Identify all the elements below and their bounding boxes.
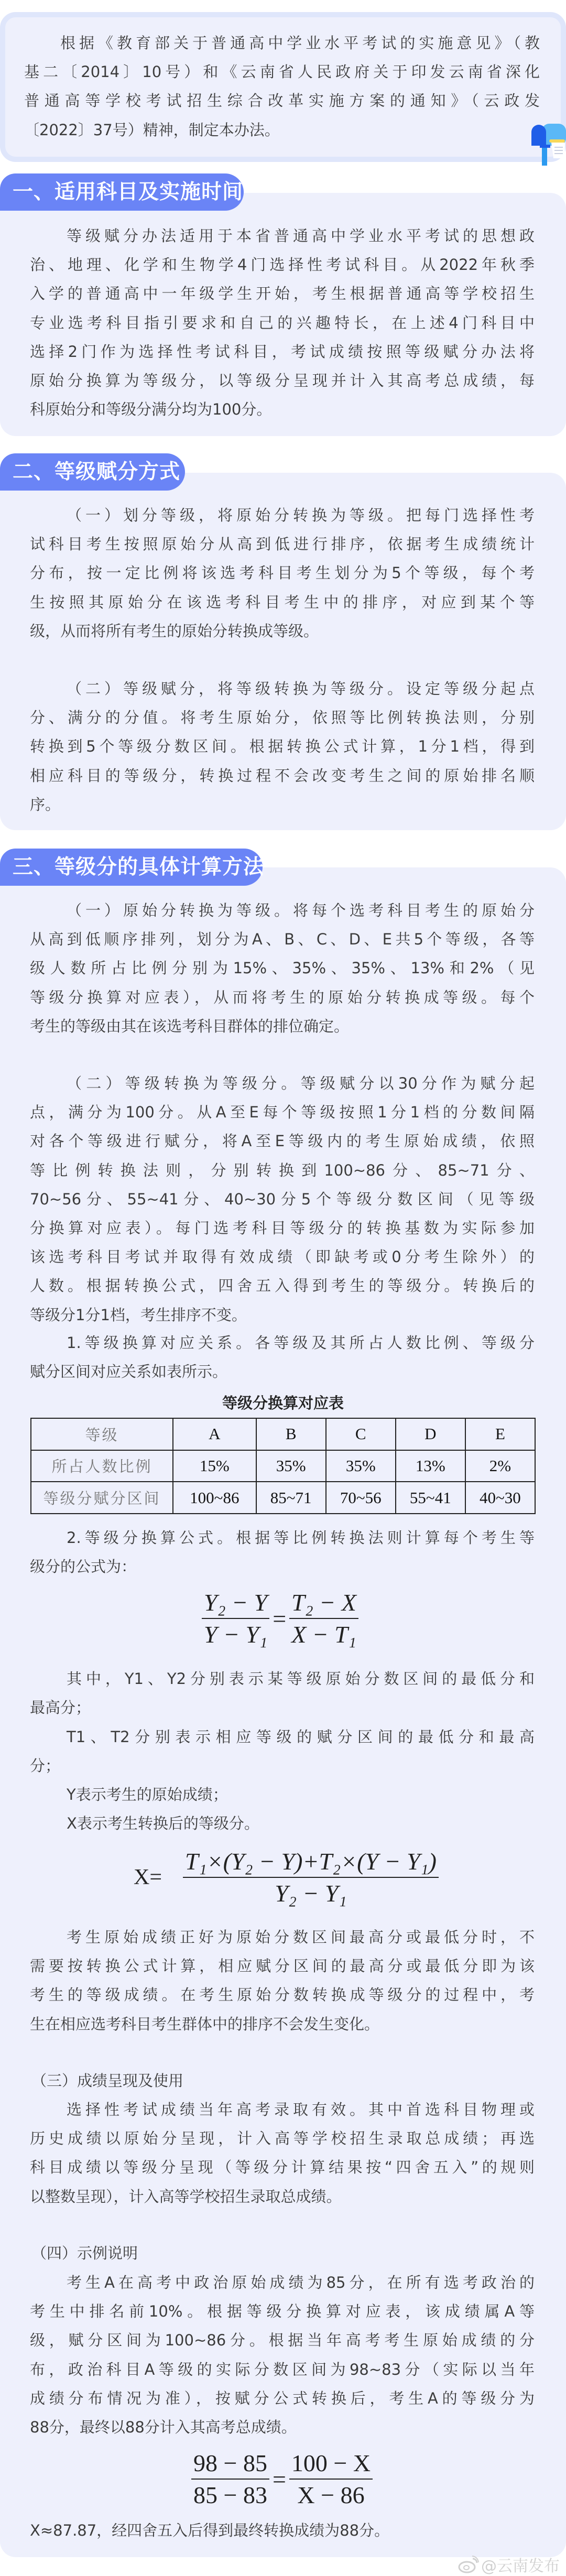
table-cell: 100~86	[173, 1482, 256, 1514]
table-cell: 40~30	[465, 1482, 535, 1514]
text-line: 其中，Y1、Y2分别表示某等级原始分数区间的最低分和	[67, 1670, 535, 1688]
text-line: X表示考生转换后的等级分。	[67, 1814, 259, 1832]
numerator: T₂ − X	[289, 1588, 358, 1619]
text-line: （一）原始分转换为等级。将每个选考科目考生的原始分	[67, 901, 535, 919]
text-line: 分；	[30, 1757, 61, 1775]
text-line: 级分的公式为：	[30, 1558, 137, 1576]
formula-ratio	[202, 1588, 358, 1649]
table-cell: 35%	[256, 1450, 326, 1482]
table-cell: 85~71	[256, 1482, 326, 1514]
text-line: 分换算对应表）。每门选考科目等级分的转换基数为实际参加	[30, 1219, 535, 1237]
row-header: 等级分赋分区间	[31, 1482, 173, 1514]
weibo-icon	[458, 2556, 479, 2573]
text-line: （一）划分等级，将原始分转换为等级。把每门选择性考	[67, 506, 535, 524]
text-line: 生按照其原始分在该选考科目考生中的排序，对应到某个等	[30, 593, 535, 611]
text-line: 成绩分布情况为准），按赋分公式转换后，考生A的等级分为	[30, 2389, 535, 2407]
section-3-paragraph-7	[30, 1780, 535, 1809]
text-line: 88分，最终以88分计入其高考总成绩。	[30, 2418, 297, 2436]
fraction-left	[202, 1588, 269, 1649]
denominator: Y − Y₁	[204, 1621, 268, 1648]
denominator: X − T₁	[291, 1621, 356, 1648]
numerator: 100 − X	[289, 2449, 373, 2480]
table-cell: 15%	[173, 1450, 256, 1482]
text-line: 考生中排名前10%。根据等级分换算对应表，该成绩属A等	[30, 2302, 535, 2321]
text-line: 赋分区间对应关系如表所示。	[30, 1363, 228, 1381]
watermark-text: @云南发布	[481, 2557, 560, 2575]
fraction-right	[289, 2449, 373, 2509]
text-line: 布，政治科目A等级的实际分数区间为98~83分（实际以当年	[30, 2360, 535, 2378]
text-line: 生在相应选考科目考生群体中的排序不会发生变化。	[30, 2015, 380, 2033]
text-line: 普通高等学校考试招生综合改革实施方案的通知》（云政发	[24, 92, 540, 110]
text-line: 对各个等级进行赋分，将A至E等级内的考生原始成绩，依照	[30, 1132, 535, 1150]
numerator: Y₂ − Y	[202, 1588, 269, 1619]
table-cell: A	[173, 1418, 256, 1450]
text-line: 考生A在高考中政治原始成绩为85分，在所有选考政治的	[67, 2274, 535, 2291]
text-line: 需要按转换公式计算，相应赋分区间的最高分或最低分即为该	[30, 1957, 535, 1975]
section-3-paragraph-6	[30, 1723, 535, 1780]
text-line: 等级分1分1档，考生排序不变。	[30, 1306, 247, 1324]
text-line: 分布，按一定比例将该选考科目考生划分为5个等级，每个考	[30, 564, 535, 582]
grade-conversion-table	[30, 1418, 536, 1514]
subheading-score-usage	[31, 2067, 536, 2095]
text-line: 2.等级分换算公式。根据等比例转换法则计算每个考生等	[67, 1529, 535, 1547]
text-line: Y表示考生的原始成绩；	[67, 1786, 228, 1803]
fraction	[183, 1847, 439, 1908]
text-line: 科目成绩以等级分呈现（等级分计算结果按“四舍五入”的规则	[30, 2158, 535, 2177]
text-line: 基二〔2014〕10号）和《云南省人民政府关于印发云南省深化	[24, 63, 540, 81]
text-line: 相应科目的等级分，转换过程不会改变考生之间的原始排名顺	[30, 766, 535, 785]
section-3-paragraph-4	[30, 1524, 535, 1581]
text-line: 考生的等级成绩。在考生原始分数转换成等级分的过程中，考	[30, 1986, 535, 2004]
text-line: 等比例转换法则，分别转换到100~86分、85~71分、	[30, 1161, 535, 1179]
section-3-result	[30, 2516, 535, 2545]
equals-sign: =	[273, 1605, 287, 1632]
table-cell: 13%	[396, 1450, 465, 1482]
mailbox-icon	[530, 122, 566, 166]
table-cell: 70~56	[326, 1482, 396, 1514]
table-cell: B	[256, 1418, 326, 1450]
text-line: 以整数呈现），计入高等学校招生录取总成绩。	[30, 2187, 342, 2205]
text-line: 70~56分、55~41分、40~30分5个等级分数区间（见等级	[30, 1190, 535, 1208]
row-header: 等级	[31, 1418, 173, 1450]
text-line: 该选考科目考试并取得有效成绩（即缺考或0分考生除外）的	[30, 1248, 535, 1266]
text-line: 考生的等级由其在该选考科目群体的排位确定。	[30, 1017, 350, 1035]
table-cell: 35%	[326, 1450, 396, 1482]
section-2-title: 二、等级赋分方式	[0, 453, 185, 491]
table-cell: 55~41	[396, 1482, 465, 1514]
section-3-paragraph-8	[30, 1809, 535, 1838]
text-line: （三）成绩呈现及使用	[31, 2072, 184, 2090]
text-line: 序。	[30, 795, 61, 813]
text-line: 根据《教育部关于普通高中学业水平考试的实施意见》（教	[60, 34, 540, 52]
formula-lhs: X=	[134, 1865, 162, 1890]
text-line: 点，满分为100分。从A至E每个等级按照1分1档的分数间隔	[30, 1103, 535, 1122]
text-line: 入学的普通高中一年级学生开始，考生根据普通高等学校招生	[30, 285, 535, 303]
denominator: X − 86	[297, 2482, 365, 2509]
section-3-paragraph-9	[30, 1923, 535, 2039]
text-line: 人数。根据转换公式，四舍五入得到考生的等级分。转换后的	[30, 1277, 535, 1295]
intro-paragraph	[24, 29, 540, 145]
fraction-right	[289, 1588, 358, 1649]
text-line: 〔2022〕37号）精神，制定本办法。	[24, 121, 280, 139]
denominator: 85 − 83	[193, 2482, 267, 2509]
fraction-left	[191, 2449, 269, 2509]
text-line: 原始分换算为等级分，以等级分呈现并计入其高考总成绩，每	[30, 371, 535, 389]
equals-sign: =	[272, 2465, 286, 2493]
text-line: （四）示例说明	[31, 2244, 138, 2262]
section-3-paragraph-5	[30, 1665, 535, 1722]
text-line: 1.等级换算对应关系。各等级及其所占人数比例、等级分	[67, 1334, 535, 1352]
table-row	[31, 1418, 535, 1450]
text-line: 科原始分和等级分满分均为100分。	[30, 400, 272, 419]
text-line: 治、地理、化学和生物学4门选择性考试科目。从2022年秋季	[30, 256, 535, 274]
table-cell: E	[465, 1418, 535, 1450]
text-line: 分、满分的分值。将考生原始分，依照等比例转换法则，分别	[30, 709, 535, 727]
table-cell: 2%	[465, 1450, 535, 1482]
text-line: 级人数所占比例分别为15%、35%、35%、13%和2%（见	[30, 959, 535, 977]
text-line: X≈87.87，经四舍五入后得到最终转换成绩为88分。	[30, 2521, 390, 2539]
watermark	[458, 2553, 560, 2576]
table-row	[31, 1482, 535, 1514]
formula-example	[191, 2449, 373, 2509]
section-1-title: 一、适用科目及实施时间	[0, 173, 244, 211]
text-line: 考生原始成绩正好为原始分数区间最高分或最低分时，不	[67, 1928, 535, 1946]
text-line: 等级赋分办法适用于本省普通高中学业水平考试的思想政	[67, 227, 535, 245]
section-3-paragraph-11	[30, 2268, 535, 2442]
section-3-paragraph-2	[30, 1069, 535, 1330]
numerator: 98 − 85	[191, 2449, 269, 2480]
section-1-paragraph	[30, 222, 535, 424]
text-line: 等级分换算对应表），从而将考生的原始分转换成等级。每个	[30, 988, 535, 1006]
row-header: 所占人数比例	[31, 1450, 173, 1482]
table-cell: C	[326, 1418, 396, 1450]
numerator: T₁×(Y₂ − Y)+T₂×(Y − Y₁)	[183, 1847, 439, 1878]
text-line: 从高到低顺序排列，划分为A、B、C、D、E共5个等级，各等	[30, 930, 535, 949]
subheading-example	[31, 2239, 536, 2268]
text-line: 历史成绩以原始分呈现，计入高等学校招生录取总成绩；再选	[30, 2129, 535, 2148]
text-line: （二）等级赋分，将等级转换为等级分。设定等级分起点	[67, 680, 535, 698]
text-line: 级，从而将所有考生的原始分转换成等级。	[30, 622, 319, 640]
text-line: 专业选考科目指引要求和自己的兴趣特长，在上述4门科目中	[30, 313, 535, 332]
denominator: Y₂ − Y₁	[275, 1880, 347, 1907]
section-3-paragraph-10	[30, 2095, 535, 2211]
text-line: （二）等级转换为等级分。等级赋分以30分作为赋分起	[67, 1074, 535, 1092]
text-line: 试科目考生按照原始分从高到低进行排序，依据考生成绩统计	[30, 535, 535, 553]
text-line: 最高分；	[30, 1699, 91, 1717]
text-line: 选择性考试成绩当年高考录取有效。其中首选科目物理或	[67, 2101, 535, 2118]
table-title: 等级分换算对应表	[222, 1394, 344, 1412]
text-line: T1、T2分别表示相应等级的赋分区间的最低分和最高	[67, 1728, 535, 1746]
section-2-paragraph-1	[30, 501, 535, 646]
text-line: 选择2门作为选择性考试科目，考试成绩按照等级赋分办法将	[30, 342, 535, 361]
text-line: 转换到5个等级分数区间。根据转换公式计算，1分1档，得到	[30, 737, 535, 756]
section-2-paragraph-2	[30, 675, 535, 819]
section-3-paragraph-3	[30, 1329, 535, 1386]
formula-conversion	[134, 1847, 439, 1908]
section-3-paragraph-1	[30, 896, 535, 1041]
table-cell: D	[396, 1418, 465, 1450]
table-row	[31, 1450, 535, 1482]
section-3-title: 三、等级分的具体计算方法	[0, 849, 263, 886]
text-line: 级，赋分区间为100~86分。根据当年高考考生原始成绩的分	[30, 2331, 535, 2350]
